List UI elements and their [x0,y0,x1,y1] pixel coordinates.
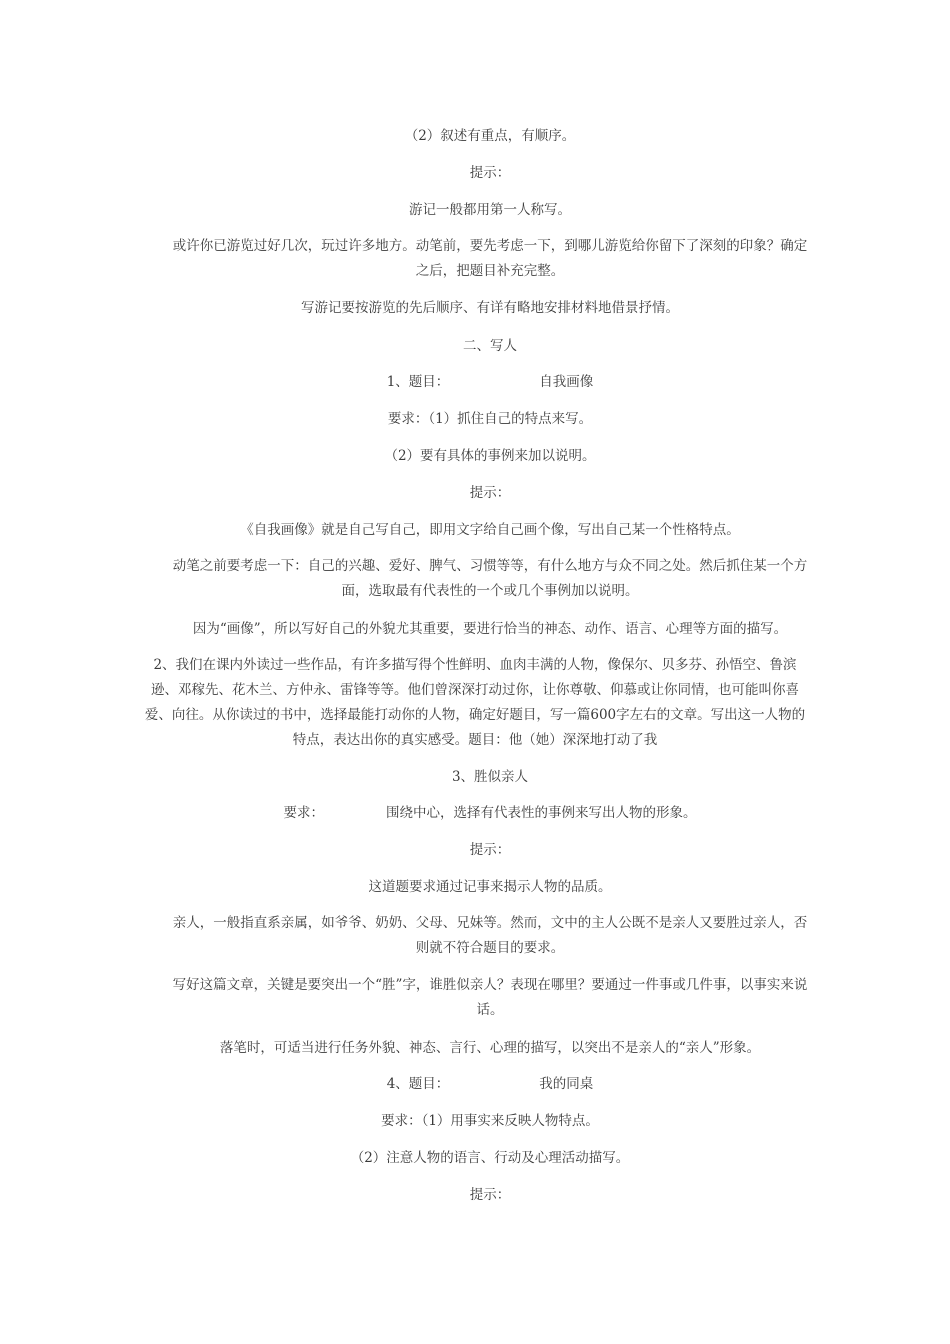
paragraph: 提示： [469,842,511,858]
paragraph: 或许你已游览过好几次，玩过许多地方。动笔前，要先考虑一下，到哪儿游览给你留下了深刻的印象？确定之后，把题目补充完整。 [172,238,808,279]
paragraph: 2、我们在课内外读过一些作品，有许多描写得个性鲜明、血肉丰满的人物，像保尔、贝多芬、孙悟空、鲁滨逊、邓稼先、花木兰、方仲永、雷锋等等。他们曾深深打动过你，让你尊敬、仰慕或让你同情，也可能叫你喜爱、向往。从你读过的书中，选择最能打动你的人物，确定好题目，写一篇600字左右的文章。写出这一人物的特点，表达出你的真实感受。题目：他（她）深深地打动了我 [144,657,806,748]
paragraph: 写游记要按游览的先后顺序、有详有略地安排材料地借景抒情。 [301,300,679,316]
topic-label: 4、题目： [386,1076,450,1092]
topic-value: 我的同桌 [539,1076,594,1092]
paragraph: 提示： [469,485,511,501]
paragraph: 《自我画像》就是自己写自己，即用文字给自己画个像，写出自己某一个性格特点。 [240,522,740,538]
paragraph: 动笔之前要考虑一下：自己的兴趣、爱好、脾气、习惯等等，有什么地方与众不同之处。然后抓住某一个方面，选取最有代表性的一个或几个事例加以说明。 [172,558,808,599]
paragraph: 要求：（1）用事实来反映人物特点。 [381,1113,599,1129]
section-heading: 二、写人 [463,338,517,354]
paragraph: 落笔时，可适当进行任务外貌、神态、言行、心理的描写，以突出不是亲人的“亲人”形象。 [219,1040,761,1056]
paragraph: 提示： [469,165,511,181]
paragraph: 这道题要求通过记事来揭示人物的品质。 [368,879,612,895]
paragraph: （2）叙述有重点，有顺序。 [404,128,576,144]
requirement-line [170,801,810,826]
section-heading: 3、胜似亲人 [451,769,529,785]
paragraph: 因为“画像”，所以写好自己的外貌尤其重要，要进行恰当的神态、动作、语言、心理等方面的描写。 [192,621,788,637]
paragraph: （2）注意人物的语言、行动及心理活动描写。 [350,1150,630,1166]
paragraph: 游记一般都用第一人称写。 [409,202,571,218]
topic-line [170,370,810,395]
paragraph: 提示： [469,1187,511,1203]
topic-line [170,1072,810,1097]
paragraph: 要求：（1）抓住自己的特点来写。 [387,411,593,427]
requirement-value: 围绕中心，选择有代表性的事例来写出人物的形象。 [386,805,697,821]
requirement-label: 要求： [283,805,324,821]
paragraph: 写好这篇文章，关键是要突出一个“胜”字，谁胜似亲人？表现在哪里？要通过一件事或几件事，以事实来说话。 [172,977,808,1018]
topic-value: 自我画像 [539,374,594,390]
topic-label: 1、题目： [386,374,450,390]
paragraph: 亲人，一般指直系亲属，如爷爷、奶奶、父母、兄妹等。然而，文中的主人公既不是亲人又要胜过亲人，否则就不符合题目的要求。 [172,915,808,956]
paragraph: （2）要有具体的事例来加以说明。 [384,448,596,464]
